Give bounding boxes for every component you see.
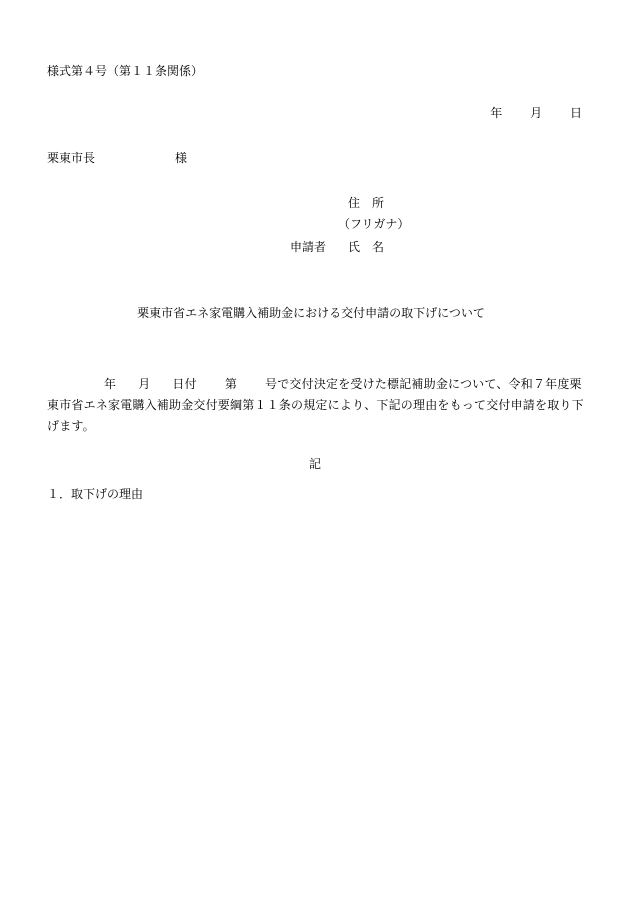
date-year-unit: 年 [490,106,503,120]
body-text: 号で交付決定を受けた標記補助金について、令和７年度栗東市省エネ家電購入補助金交付要綱第１１条の規定により、下記の理由をもって交付申請を取り下げます。 [47,377,584,433]
body-number-prefix: 第 [224,377,238,391]
date-month-unit: 月 [530,106,543,120]
ki-heading [0,457,630,472]
applicant-label: 申請者 [290,240,327,254]
applicant-furigana-label: （フリガナ） [338,217,410,231]
addressee-name: 栗東市長 [47,151,96,165]
body-year: 年 [104,377,117,391]
date-line [490,106,582,121]
body-month: 月 [138,377,151,391]
applicant-name-row [290,240,384,255]
body-paragraph [47,374,588,437]
item-reason: １．取下げの理由 [47,487,144,501]
body-day-dated: 日付 [172,377,197,391]
form-number: 様式第４号（第１１条関係） [47,64,204,78]
date-day-unit: 日 [569,106,582,120]
applicant-name-label: 氏 名 [348,240,385,254]
applicant-address-label: 住 所 [348,196,385,210]
ki-label: 記 [308,457,321,471]
addressee [47,151,187,166]
document-title: 栗東市省エネ家電購入補助金における交付申請の取下げについて [137,306,485,320]
addressee-honorific: 様 [175,151,188,165]
